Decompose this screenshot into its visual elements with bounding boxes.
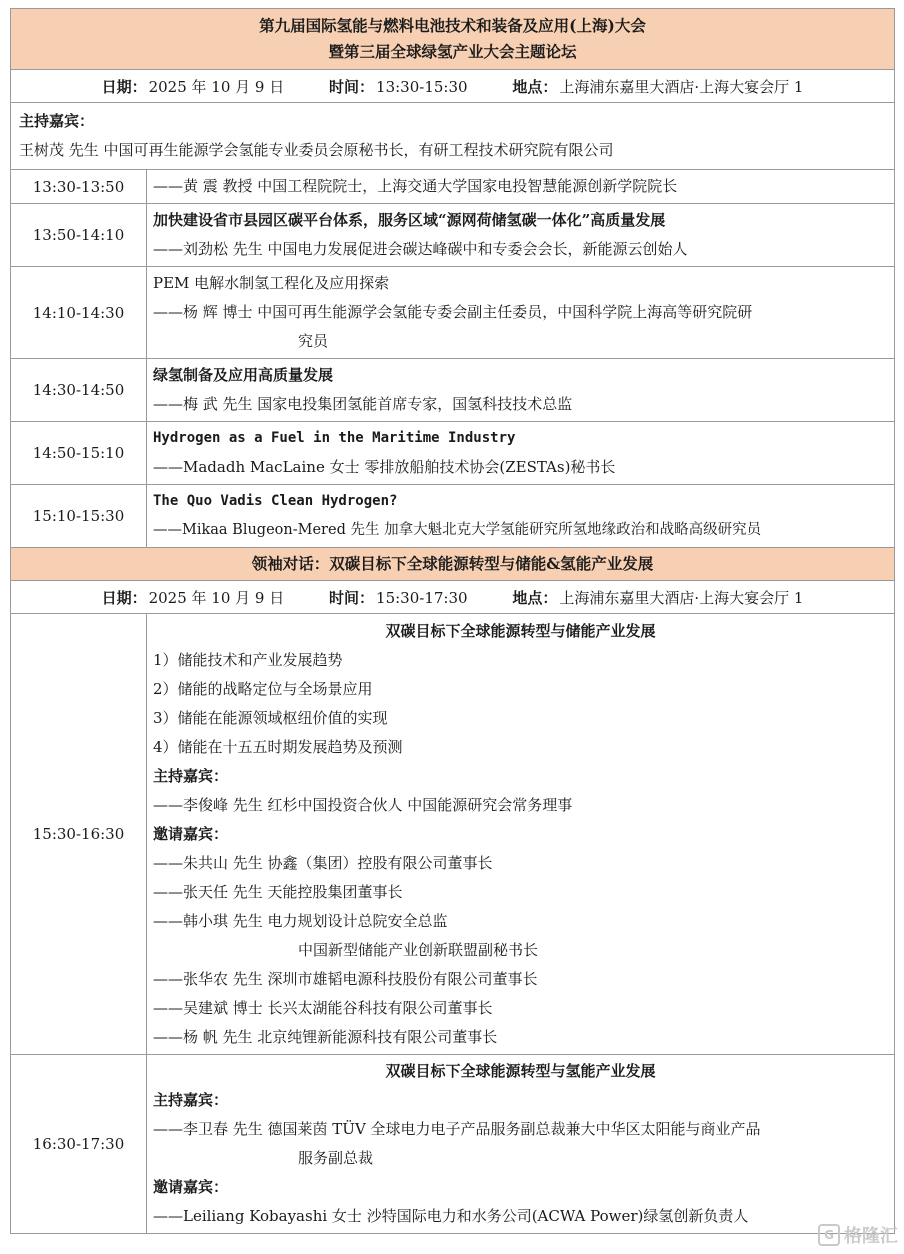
row-time: 14:30-14:50 <box>11 359 147 422</box>
guest-item: ——杨 帆 先生 北京纯锂新能源科技有限公司董事长 <box>153 1027 498 1046</box>
date-value: 2025 年 10 月 9 日 <box>148 588 285 607</box>
host-value-cont: 服务副总裁 <box>298 1149 374 1167</box>
date-label: 日期： <box>101 588 147 607</box>
row-title: The Quo Vadis Clean Hydrogen? <box>153 493 398 509</box>
time-value: 15:30-17:30 <box>376 588 468 607</box>
watermark-text: 格隆汇 <box>844 1226 898 1247</box>
session2-info-row <box>11 581 895 614</box>
row-speaker: ——梅 武 先生 国家电投集团氢能首席专家，国氢科技技术总监 <box>153 395 573 413</box>
row-speaker: ——Madadh MacLaine 女士 零排放船舶技术协会(ZESTAs)秘书长 <box>153 458 616 476</box>
time-label: 时间： <box>329 588 375 607</box>
host-value: 王树茂 先生 中国可再生能源学会氢能专业委员会原秘书长，有研工程技术研究院有限公司 <box>19 141 614 159</box>
host-value: ——李俊峰 先生 红杉中国投资合伙人 中国能源研究会常务理事 <box>153 795 573 814</box>
agenda-row <box>11 170 895 204</box>
row-title: 加快建设省市县园区碳平台体系，服务区域“源网荷储氢碳一体化”高质量发展 <box>153 211 666 229</box>
row-time: 13:50-14:10 <box>11 204 147 267</box>
guest-item: ——张华农 先生 深圳市雄韬电源科技股份有限公司董事长 <box>153 969 538 988</box>
agenda-row <box>11 359 895 422</box>
topic-item: 3）储能在能源领域枢纽价值的实现 <box>153 708 388 727</box>
host-label: 主持嘉宾： <box>153 766 229 785</box>
agenda-table <box>10 8 895 1234</box>
host-label: 主持嘉宾： <box>153 1091 229 1109</box>
guest-item: ——朱共山 先生 协鑫（集团）控股有限公司董事长 <box>153 853 493 872</box>
row-title: 绿氢制备及应用高质量发展 <box>153 366 334 384</box>
row-speaker: ——杨 辉 博士 中国可再生能源学会氢能专委会副主任委员，中国科学院上海高等研究院研 <box>153 303 753 321</box>
row-title: Hydrogen as a Fuel in the Maritime Industry <box>153 430 516 446</box>
guest-item: ——张天任 先生 天能控股集团董事长 <box>153 882 403 901</box>
row-speaker: ——刘劲松 先生 中国电力发展促进会碳达峰碳中和专委会会长，新能源云创始人 <box>153 240 688 258</box>
date-label: 日期： <box>101 77 147 96</box>
date-value: 2025 年 10 月 9 日 <box>148 77 285 96</box>
time-value: 13:30-15:30 <box>376 77 468 96</box>
row-time: 16:30-17:30 <box>11 1055 147 1234</box>
row-title: PEM 电解水制氢工程化及应用探索 <box>153 274 390 292</box>
row-time: 15:10-15:30 <box>11 485 147 548</box>
agenda-row <box>11 485 895 548</box>
session1-title-line2: 暨第三届全球绿氢产业大会主题论坛 <box>328 42 577 61</box>
g-logo-icon: G <box>818 1224 840 1246</box>
block-title: 双碳目标下全球能源转型与氢能产业发展 <box>385 1062 656 1080</box>
place-value: 上海浦东嘉里大酒店·上海大宴会厅 1 <box>559 588 804 607</box>
row-time: 14:10-14:30 <box>11 267 147 359</box>
topic-item: 1）储能技术和产业发展趋势 <box>153 650 343 669</box>
row-speaker: ——Mikaa Blugeon-Mered 先生 加拿大魁北克大学氢能研究所氢地缘政治和战略高级研究员 <box>153 522 762 538</box>
row-speaker-cont: 究员 <box>298 332 329 350</box>
row-time: 14:50-15:10 <box>11 422 147 485</box>
guest-item-cont: 中国新型储能产业创新联盟副秘书长 <box>298 940 539 959</box>
watermark <box>818 1222 898 1248</box>
block-title: 双碳目标下全球能源转型与储能产业发展 <box>385 621 656 640</box>
row-time: 15:30-16:30 <box>11 614 147 1055</box>
topic-item: 4）储能在十五五时期发展趋势及预测 <box>153 737 403 756</box>
session1-title-line1: 第九届国际氢能与燃料电池技术和装备及应用(上海)大会 <box>259 16 646 35</box>
guests-label: 邀请嘉宾： <box>153 1178 229 1196</box>
session1-host-cell <box>11 103 895 170</box>
guests-label: 邀请嘉宾： <box>153 824 229 843</box>
time-label: 时间： <box>329 77 375 96</box>
place-label: 地点： <box>512 588 558 607</box>
guest-item: ——Leiliang Kobayashi 女士 沙特国际电力和水务公司(ACWA Power)绿氢创新负责人 <box>153 1207 749 1225</box>
session1-banner <box>11 9 895 70</box>
session1-info-row <box>11 70 895 103</box>
host-value: ——李卫春 先生 德国莱茵 TÜV 全球电力电子产品服务副总裁兼大中华区太阳能与商业产品 <box>153 1120 761 1138</box>
session2-title: 领袖对话：双碳目标下全球能源转型与储能&氢能产业发展 <box>251 554 654 573</box>
guest-item: ——吴建斌 博士 长兴太湖能谷科技有限公司董事长 <box>153 998 493 1017</box>
guest-item: ——韩小琪 先生 电力规划设计总院安全总监 <box>153 911 448 930</box>
session2-banner <box>11 548 895 581</box>
agenda-row <box>11 204 895 267</box>
dialogue-block-storage <box>11 614 895 1055</box>
agenda-row <box>11 422 895 485</box>
topic-item: 2）储能的战略定位与全场景应用 <box>153 679 373 698</box>
host-label: 主持嘉宾： <box>19 112 95 130</box>
row-time: 13:30-13:50 <box>11 170 147 204</box>
place-value: 上海浦东嘉里大酒店·上海大宴会厅 1 <box>559 77 804 96</box>
agenda-sheet <box>10 8 894 1234</box>
row-speaker: ——黄 震 教授 中国工程院院士，上海交通大学国家电投智慧能源创新学院院长 <box>153 177 678 195</box>
dialogue-block-hydrogen <box>11 1055 895 1234</box>
place-label: 地点： <box>512 77 558 96</box>
agenda-row <box>11 267 895 359</box>
